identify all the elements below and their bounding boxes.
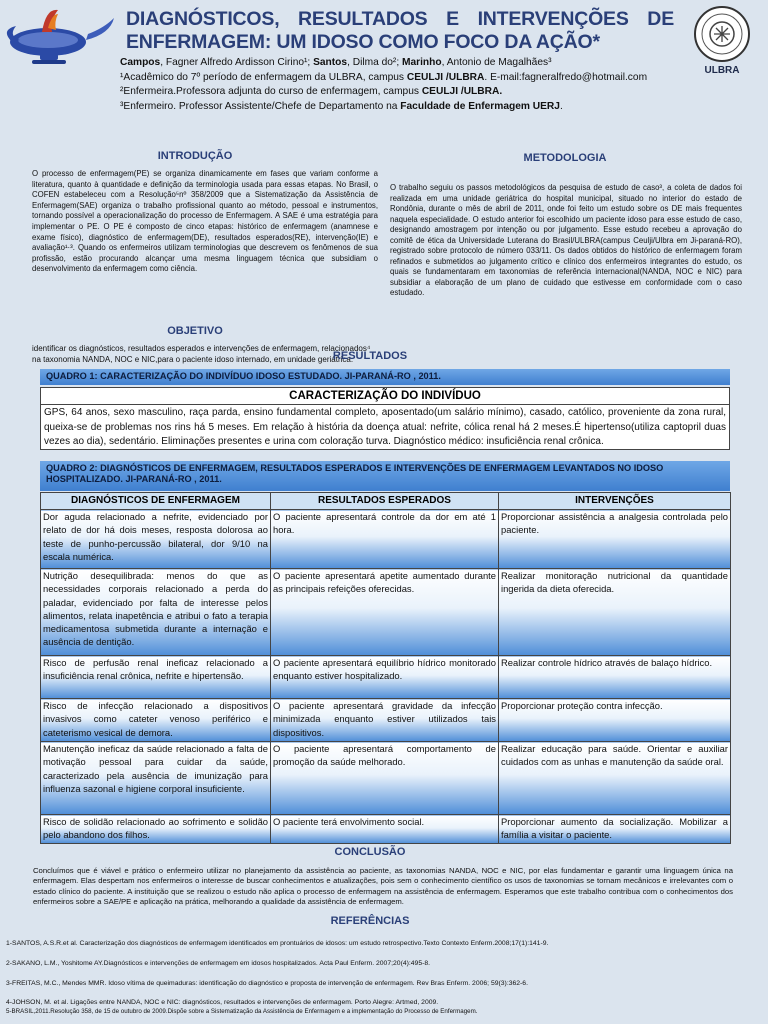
affiliation-campus: CEULJI /ULBRA	[406, 71, 485, 83]
conclusao-heading: CONCLUSÃO	[334, 846, 406, 858]
reference-item: 1-SANTOS, A.S.R.et al. Caracterização dos diagnósticos de enfermagem identificados em prontuários de idosos: um estudo retrospectivo.Texto Contexto Enferm.2008;17(1):141-9.	[6, 940, 549, 947]
conclusao-text: Concluímos que é viável e prático o enfermeiro utilizar no planejamento da assistência ao paciente, as taxonomias NANDA, NOC e NIC, por elas fundamentar e garantir uma linguagem única na enfermagem. Elas despertam nos enfermeiros o interesse de buscar conhecimentos e atualizações, pois sem o conhecimento científico os usos de taxonomias se tornam mecânicos e irrelevantes com o estado clínico do paciente. A instituição que se realizou o estudo não aplica o processo de enfermagem na assistência de enfermagem. Esperamos que este trabalho contribua com o conhecimentos dos enfermeiros sobre a SAE/PE e aplicação na prática, melhorando a qualidade da assistência de enfermagem.	[33, 866, 733, 907]
intervencao-cell: Realizar educação para saúde. Orientar e auxiliar cuidados com as unhas e manutenção da saúde oral.	[499, 742, 731, 815]
affiliation-text: ¹Acadêmico do 7º período de enfermagem da ULBRA, campus	[120, 71, 407, 83]
metodologia-heading: METODOLOGIA	[523, 152, 607, 164]
intro-text: O processo de enfermagem(PE) se organiza dinamicamente em fases que variam conforme a literatura, quanto à quantidade e definição da terminologia usada para essas etapas. No Brasil, o COFEN estabeleceu com a Resolução⁵nº 358/2009 que a Sistematização da Assistência de Enfermagem(SAE) organiza o trabalho profissional quanto ao método, pessoal e instrumentos, tornando possível a operacionalização do processo de Enfermagem. A SAE é uma estratégia para implementar o PE. O PE é composto de cinco etapas: histórico de enfermagem (anamnese e exame físico), diagnóstico de enfermagem(DE), resultados esperados(RE), intervenção(IE) e avaliação¹·³. Quando os enfermeiros utilizam terminologias que descrevem os fenômenos de sua profissão, estão procurando alcançar uma mesma linguagem técnica que subsidiam o desenvolvimento da enfermagem como ciência.	[32, 169, 378, 274]
ulbra-seal-logo-icon	[680, 4, 764, 76]
diagnostico-cell: Manutenção ineficaz da saúde relacionado a falta de motivação pessoal para cuidar da saúde, caracterizado pela ausência de imunização para influenza sazonal e higiene corporal insuficiente.	[41, 742, 271, 815]
author-surname: Santos	[313, 57, 348, 68]
intervencao-cell: Realizar controle hídrico através de balaço hídrico.	[499, 656, 731, 699]
table-row	[41, 815, 731, 844]
author-name: , Dilma do²;	[347, 57, 402, 68]
intervencao-cell: Proporcionar aumento da socialização. Mobilizar a família a visitar o paciente.	[499, 815, 731, 844]
affiliation-2	[120, 85, 680, 100]
resultado-cell: O paciente apresentará gravidade da infecção minimizada enquanto estiver utilizados tais dispositivos.	[271, 699, 499, 742]
table-header-row	[41, 493, 731, 510]
resultados-heading: RESULTADOS	[332, 350, 408, 362]
resultado-cell: O paciente apresentará comportamento de promoção da saúde melhorado.	[271, 742, 499, 815]
affiliation-punctuation: .	[559, 100, 563, 112]
objetivo-text: identificar os diagnósticos, resultados esperados e intervenções de enfermagem, relacionados⁴ na taxonomia NANDA, NOC e NIC,para o paciente idoso internado, em unidade geriátrica.	[32, 344, 371, 365]
affiliation-email: . E-mail:fagneralfredo@hotmail.com	[484, 71, 648, 83]
poster-title: DIAGNÓSTICOS, RESULTADOS E INTERVENÇÕES DE ENFERMAGEM: UM IDOSO COMO FOCO DA AÇÃO*	[126, 8, 674, 53]
quadro1-text: GPS, 64 anos, sexo masculino, raça parda, ensino fundamental completo, aposentado(um salário mínimo), casado, católico, proveniente da zona rural, queixa-se de problemas nos rins há 5 meses. Em relação à história da doença atual: nefrite, cólica renal há 2 meses.É hipertenso(utiliza captopril duas vezes ao dia), sedentário. Eliminações presentes e urina com coloração turva. Diagnóstico médico: insuficiência renal crônica.	[44, 407, 726, 447]
intervencao-cell: Proporcionar proteção contra infecção.	[499, 699, 731, 742]
quadro2-title-bar: QUADRO 2: DIAGNÓSTICOS DE ENFERMAGEM, RESULTADOS ESPERADOS E INTERVENÇÕES DE ENFERMAGEM LEVANTADOS NO IDOSO HOSPITALIZADO. JI-PARANÁ-RO , 2011.	[40, 461, 730, 491]
resultado-cell: O paciente apresentará apetite aumentado durante as principais refeições oferecidas.	[271, 569, 499, 656]
reference-item: 2-SAKANO, L.M., Yoshitome AY.Diagnósticos e intervenções de enfermagem em idosos hospitalizados. Acta Paul Enferm. 2007;20(4):495-8.	[6, 960, 431, 967]
table-row	[41, 656, 731, 699]
table-row	[41, 742, 731, 815]
intervencao-cell: Realizar monitoração nutricional da quantidade ingerida da dieta oferecida.	[499, 569, 731, 656]
affiliation-1	[120, 71, 680, 86]
table-row	[41, 510, 731, 569]
quadro1-title-bar: QUADRO 1: CARACTERIZAÇÃO DO INDIVÍDUO IDOSO ESTUDADO. JI-PARANÁ-RO , 2011.	[40, 369, 730, 385]
affiliation-3	[120, 100, 680, 115]
column-header-diagnosticos: DIAGNÓSTICOS DE ENFERMAGEM	[41, 493, 271, 510]
author-surname: Marinho	[401, 57, 442, 68]
affiliation-campus: CEULJI /ULBRA.	[421, 86, 503, 98]
diagnostico-cell: Risco de perfusão renal ineficaz relacionado a insuficiência renal crônica, nefrite e hipertensão.	[41, 656, 271, 699]
intervencao-cell: Proporcionar assistência a analgesia controlada pelo paciente.	[499, 510, 731, 569]
ulbra-logo-text: ULBRA	[704, 65, 740, 76]
affiliation-text: ²Enfermeira.Professora adjunta do curso de enfermagem, campus	[120, 86, 422, 98]
authors-block	[120, 56, 680, 114]
poster-header	[0, 0, 768, 110]
objetivo-heading: OBJETIVO	[167, 325, 223, 337]
quadro2-table	[40, 492, 731, 844]
author-name: , Fagner Alfredo Ardisson Cirino¹;	[160, 57, 314, 68]
diagnostico-cell: Nutrição desequilibrada: menos do que as necessidades corporais relacionado a perda do paladar, evidenciado por falta de interesse pelos alimentos, relata inapetência e atribui o fato a terapia medicamentosa submetida durante a internação e ausência de dentição.	[41, 569, 271, 656]
diagnostico-cell: Risco de solidão relacionado ao sofrimento e solidão pelo abandono dos filhos.	[41, 815, 271, 844]
table-row	[41, 699, 731, 742]
author-name: , Antonio de Magalhães³	[441, 57, 552, 68]
diagnostico-cell: Dor aguda relacionado a nefrite, evidenciado por relato de dor há dois meses, resposta dolorosa ao teste de punho-percussão bilateral, dor 9/10 na escala numérica.	[41, 510, 271, 569]
metodologia-text: O trabalho seguiu os passos metodológicos da pesquisa de estudo de caso³, a coleta de dados foi realizada em uma unidade geriátrica do hospital municipal, situado no interior do estado de Rondônia, durante o mês de abril de 2011, onde foi feito um estudo sobre os DE mais frequentes naquela especialidade. O estudo anterior foi escolhido um paciente idoso para esse estudo de caso, designando amostragem por intenção ou por julgamento. Esse estudo recebeu a aprovação do comitê de ética da Universidade Luterana do Brasil/ULBRA(campus Ceulji/Ulbra em Ji-paraná-RO), registrado sobre protocolo de número 033/11. Os dados obtidos do histórico de enfermagem foram refinados e submetidos ao julgamento crítico e clínico dos enfermeiros integrantes do estudo, os quais se fundamentaram em taxonomias de referência internacional(NANDA, NOC e NIC) para subsidiar a elaboração de um plano de cuidado que estivesse em conformidade com o caso estudado.	[390, 183, 742, 297]
diagnostico-cell: Risco de infecção relacionado a dispositivos invasivos como cateter venoso periférico e cateterismo vesical de demora.	[41, 699, 271, 742]
referencias-heading: REFERÊNCIAS	[330, 915, 410, 927]
quadro1-box	[40, 387, 730, 450]
resultado-cell: O paciente terá envolvimento social.	[271, 815, 499, 844]
reference-item: 4-JOHSON, M. et al. Ligações entre NANDA, NOC e NIC: diagnósticos, resultados e intervenções de enfermagem. Porto Alegre: Artmed, 2009.	[6, 999, 439, 1006]
resultado-cell: O paciente apresentará controle da dor em até 1 hora.	[271, 510, 499, 569]
authors-line	[120, 56, 680, 71]
author-surname: Campos	[120, 57, 161, 68]
affiliation-institution: Faculdade de Enfermagem UERJ	[400, 100, 560, 112]
reference-item: 3-FREITAS, M.C., Mendes MMR. Idoso vítima de queimaduras: identificação do diagnóstico e proposta de intervenção de enfermagem. Rev Bras Enferm. 2006; 59(3):362-6.	[6, 980, 528, 987]
nursing-lamp-logo-icon	[2, 4, 120, 66]
reference-item: 5-BRASIL,2011.Resolução 358, de 15 de outubro de 2009.Dispõe sobre a Sistematização da Assistência de Enfermagem e a implementação do Processo de Enfermagem.	[6, 1008, 478, 1015]
resultado-cell: O paciente apresentará equilíbrio hídrico monitorado enquanto estiver hospitalizado.	[271, 656, 499, 699]
affiliation-text: ³Enfermeiro. Professor Assistente/Chefe de Departamento na	[120, 100, 401, 112]
column-header-intervencoes: INTERVENÇÕES	[499, 493, 731, 510]
table-row	[41, 569, 731, 656]
intro-heading: INTRODUÇÃO	[157, 150, 233, 162]
quadro1-header: CARACTERIZAÇÃO DO INDIVÍDUO	[41, 388, 729, 405]
column-header-resultados: RESULTADOS ESPERADOS	[271, 493, 499, 510]
